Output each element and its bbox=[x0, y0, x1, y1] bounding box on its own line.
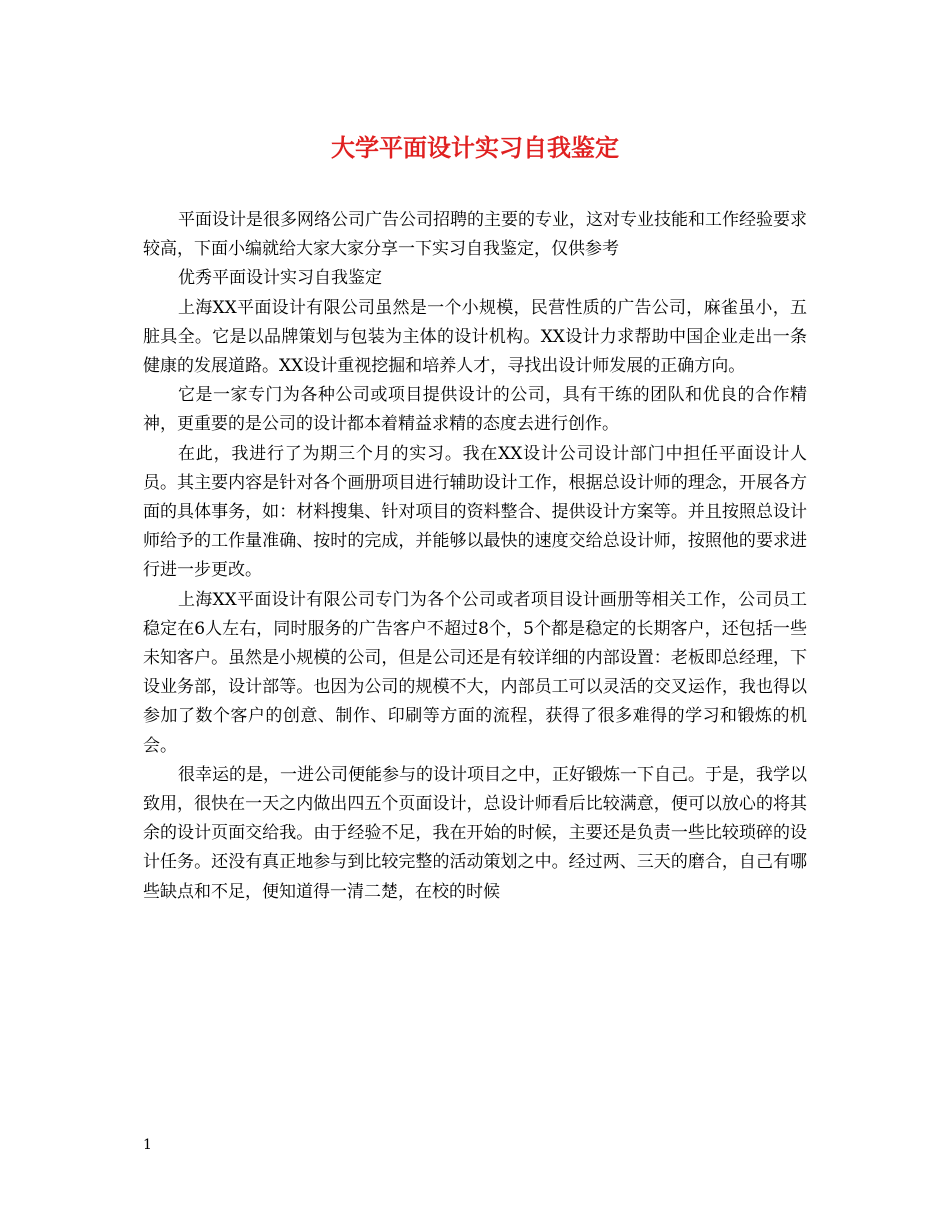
paragraph-internship-duties: 在此，我进行了为期三个月的实习。我在XX设计公司设计部门中担任平面设计人员。其主要内容是针对各个画册项目进行辅助设计工作，根据总设计师的理念，开展各方面的具体事务，如：材料搜集、针对项目的资料整合、提供设计方案等。并且按照总设计师给予的工作量准确、按时的完成，并能够以最快的速度交给总设计师，按照他的要求进行进一步更改。 bbox=[143, 443, 807, 581]
page-number: 1 bbox=[143, 1137, 152, 1153]
paragraph-intro: 平面设计是很多网络公司广告公司招聘的主要的专业，这对专业技能和工作经验要求较高，下面小编就给大家大家分享一下实习自我鉴定，仅供参考 bbox=[143, 210, 807, 260]
paragraph-company-structure: 上海XX平面设计有限公司专门为各个公司或者项目设计画册等相关工作，公司员工稳定在6人左右，同时服务的广告客户不超过8个，5个都是稳定的长期客户，还包括一些未知客户。虽然是小规模的公司，但是公司还是有较详细的内部设置：老板即总经理，下设业务部，设计部等。也因为公司的规模不大，内部员工可以灵活的交叉运作，我也得以参加了数个客户的创意、制作、印刷等方面的流程，获得了很多难得的学习和锻炼的机会。 bbox=[143, 589, 807, 756]
document-title: 大学平面设计实习自我鉴定 bbox=[331, 133, 619, 162]
paragraph-subheading: 优秀平面设计实习自我鉴定 bbox=[178, 268, 382, 289]
paragraph-experience: 很幸运的是，一进公司便能参与的设计项目之中，正好锻炼一下自己。于是，我学以致用，很快在一天之内做出四五个页面设计，总设计师看后比较满意，便可以放心的将其余的设计页面交给我。由于经验不足，我在开始的时候，主要还是负责一些比较琐碎的设计任务。还没有真正地参与到比较完整的活动策划之中。经过两、三天的磨合，自己有哪些缺点和不足，便知道得一清二楚，在校的时候 bbox=[143, 764, 807, 902]
paragraph-company-team: 它是一家专门为各种公司或项目提供设计的公司，具有干练的团队和优良的合作精神，更重要的是公司的设计都本着精益求精的态度去进行创作。 bbox=[143, 385, 807, 435]
document-body bbox=[143, 206, 807, 907]
paragraph-company-intro: 上海XX平面设计有限公司虽然是一个小规模，民营性质的广告公司，麻雀虽小，五脏具全。它是以品牌策划与包装为主体的设计机构。XX设计力求帮助中国企业走出一条健康的发展道路。XX设计重视挖掘和培养人才，寻找出设计师发展的正确方向。 bbox=[143, 297, 807, 377]
